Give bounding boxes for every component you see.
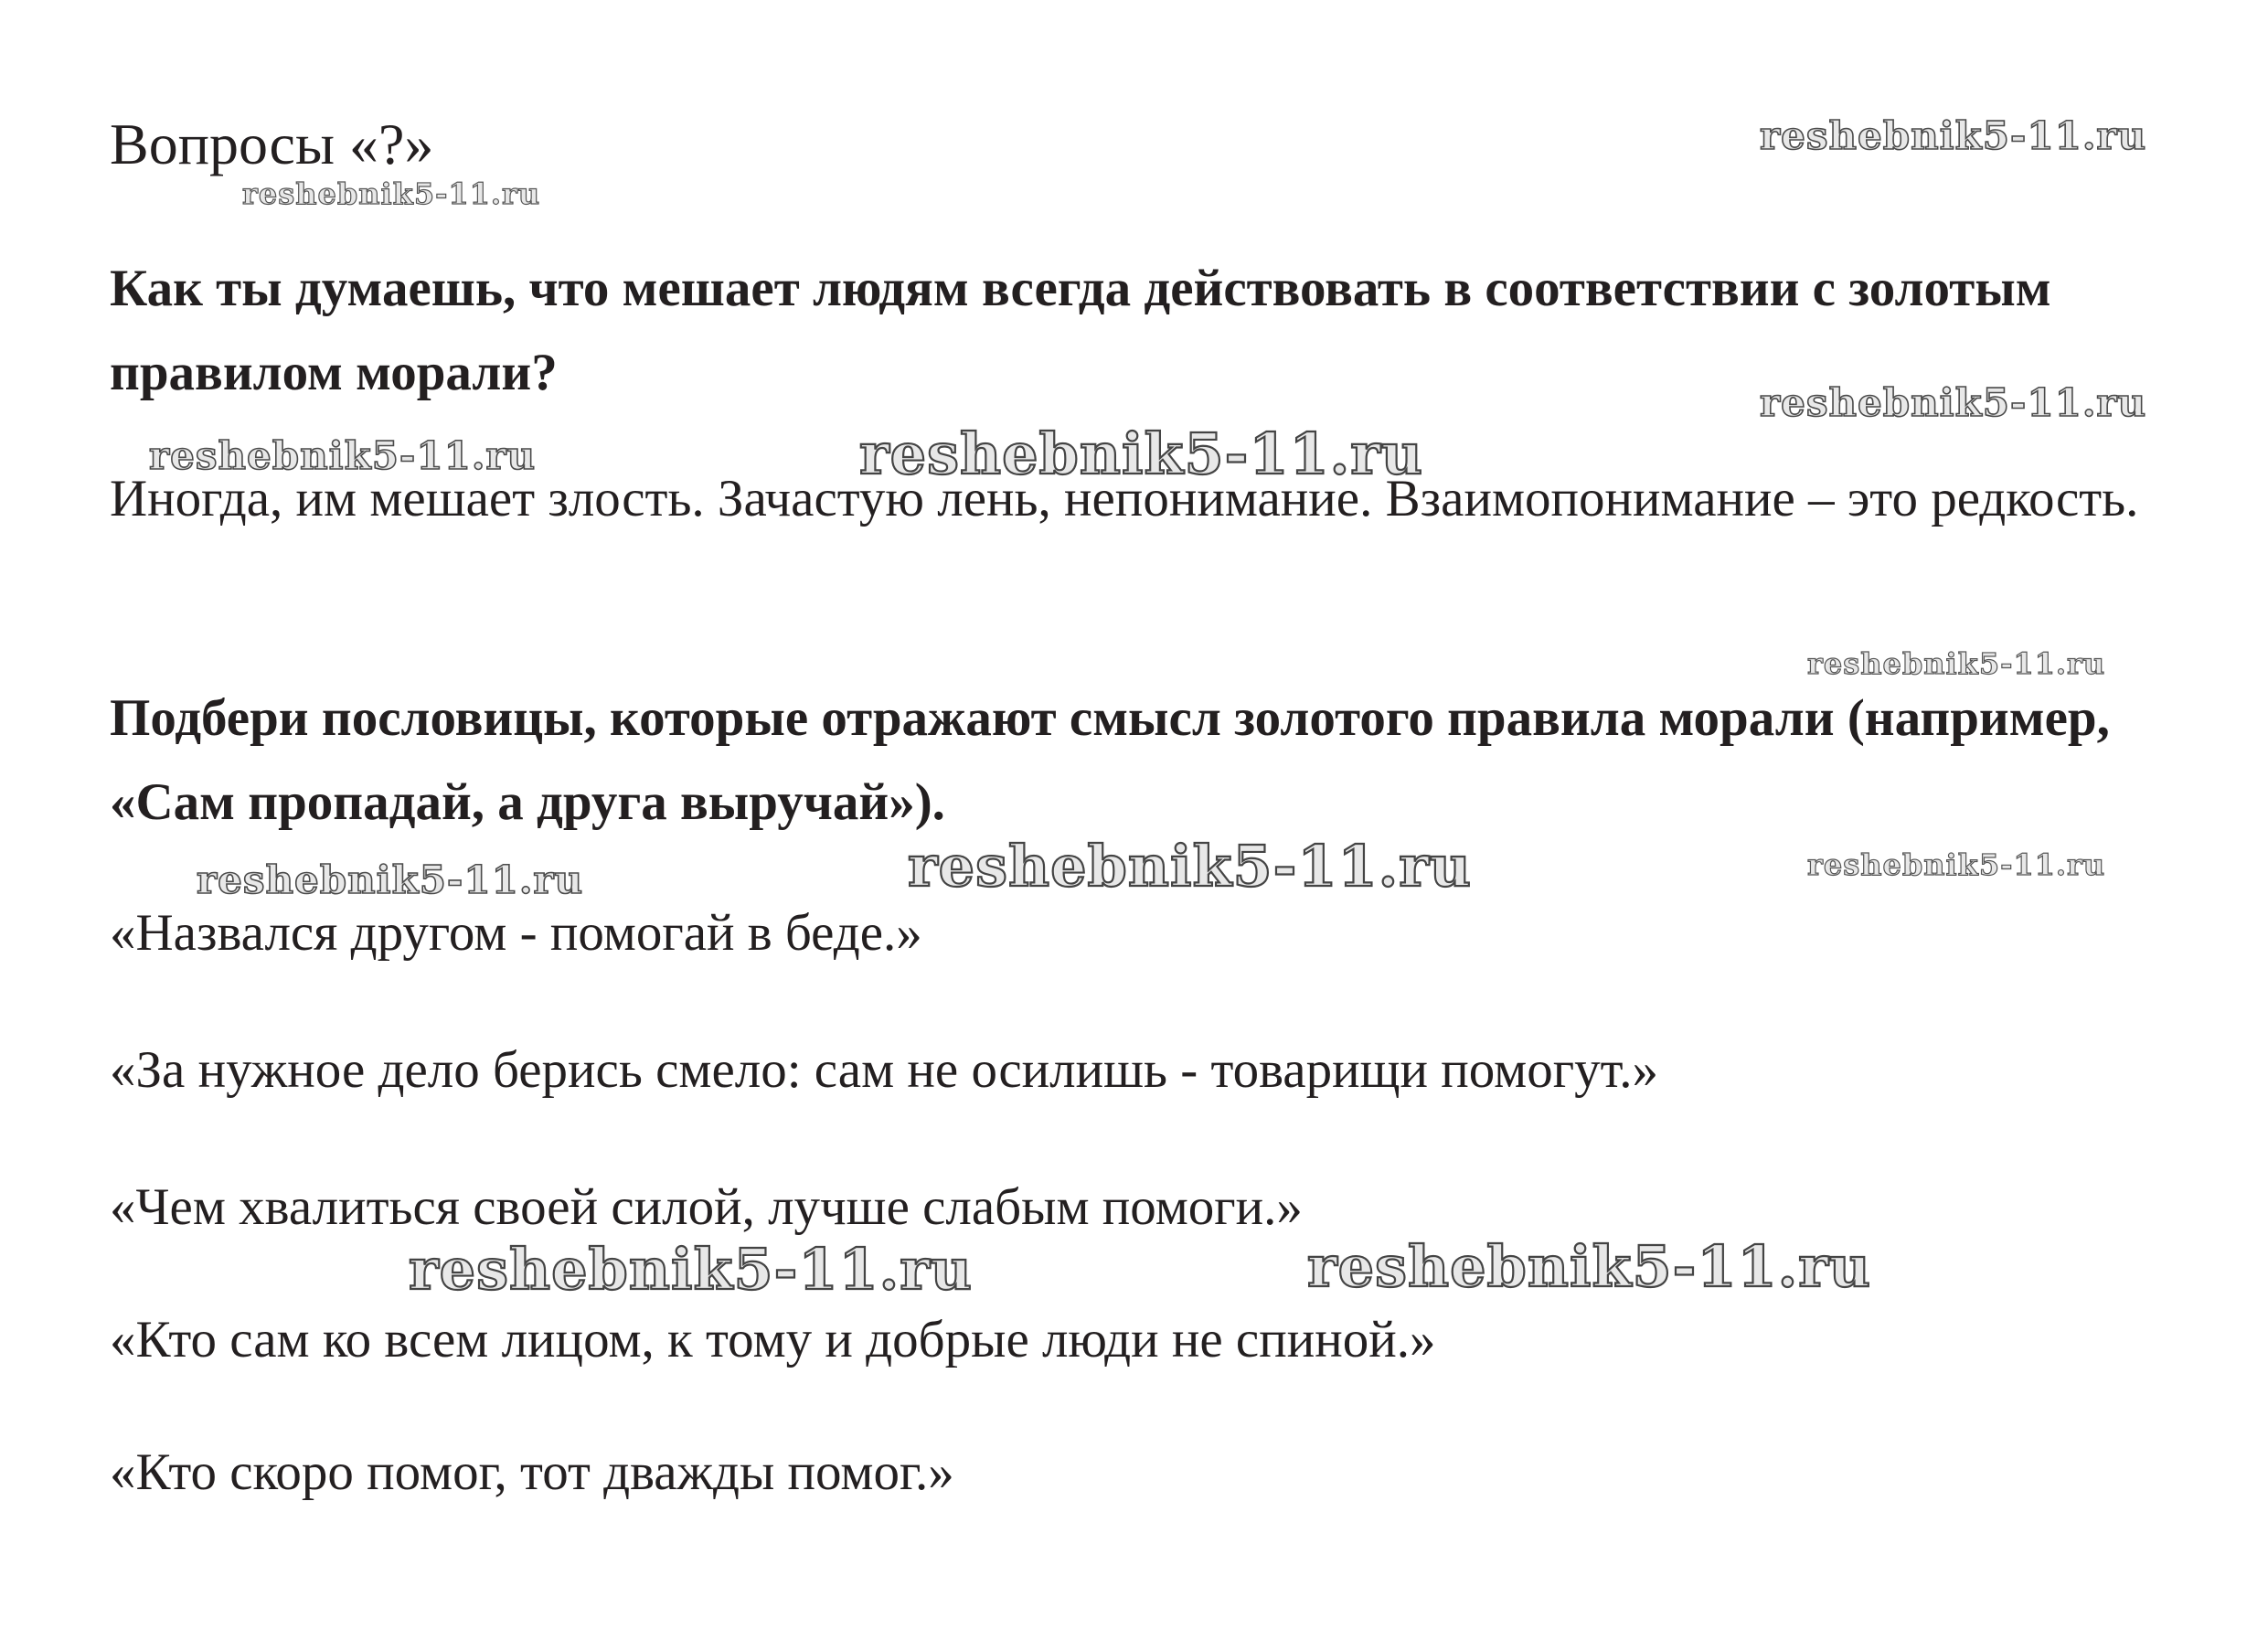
proverb-5: «Кто скоро помог, тот дважды помог.» — [110, 1443, 954, 1501]
watermark: reshebnik5-11.ru — [908, 833, 1472, 900]
question-1: Как ты думаешь, что мешает людям всегда действовать в соответствии с золотым правилом морали? — [110, 260, 2051, 401]
answer-1: Иногда, им мешает злость. Зачастую лень, непонимание. Взаимопонимание – это редкость. — [110, 470, 2139, 527]
page-title: Вопросы «?» — [110, 112, 434, 176]
watermark: reshebnik5-11.ru — [242, 176, 541, 211]
proverb-1: «Назвался другом - помогай в беде.» — [110, 904, 922, 962]
watermark: reshebnik5-11.ru — [859, 421, 1423, 487]
watermark: reshebnik5-11.ru — [1760, 380, 2147, 425]
watermark: reshebnik5-11.ru — [409, 1236, 973, 1303]
watermark: reshebnik5-11.ru — [1307, 1233, 1871, 1300]
question-2: Подбери пословицы, которые отражают смысл золотого правила морали (например, «Сам пропадай, а друга выручай»). — [110, 689, 2110, 831]
proverb-3: «Чем хвалиться своей силой, лучше слабым помоги.» — [110, 1178, 1303, 1236]
watermark: reshebnik5-11.ru — [1760, 113, 2147, 158]
watermark: reshebnik5-11.ru — [149, 433, 537, 478]
proverb-4: «Кто сам ко всем лицом, к тому и добрые люди не спиной.» — [110, 1311, 1436, 1368]
watermark: reshebnik5-11.ru — [1807, 646, 2106, 681]
watermark: reshebnik5-11.ru — [1807, 847, 2106, 882]
proverb-2: «За нужное дело берись смело: сам не осилишь - товарищи помогут.» — [110, 1041, 1658, 1099]
watermark: reshebnik5-11.ru — [197, 857, 584, 902]
